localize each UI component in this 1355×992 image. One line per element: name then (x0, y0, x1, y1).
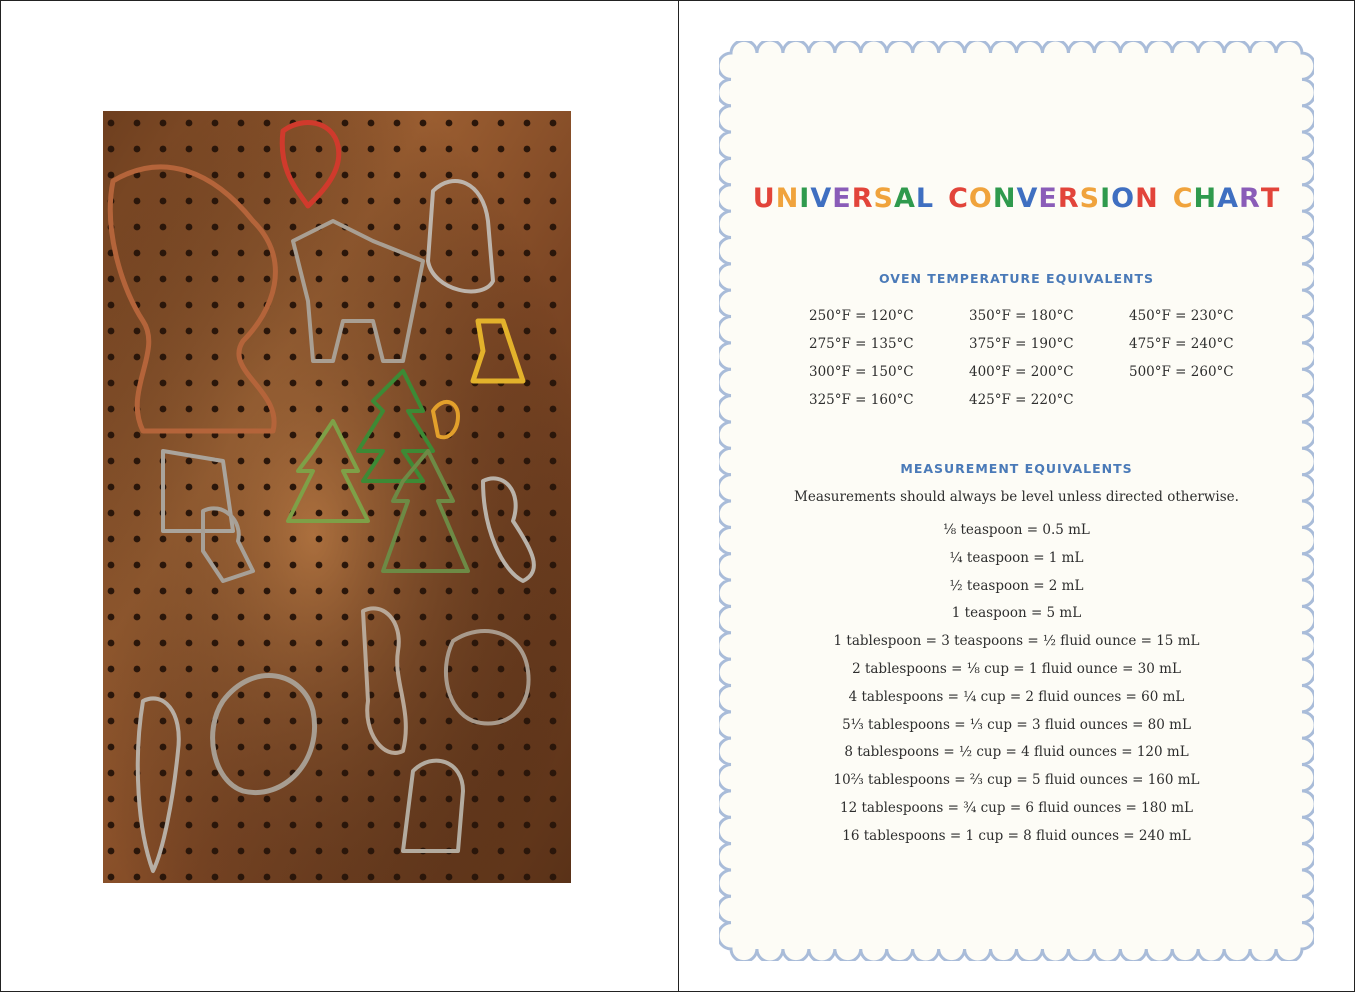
measurement-row: 2 tablespoons = ⅛ cup = 1 fluid ounce = 30 mL (852, 660, 1181, 677)
title-letter: R (851, 183, 874, 214)
measurement-row: 1 tablespoon = 3 teaspoons = ½ fluid ounce = 15 mL (833, 633, 1200, 650)
temp-cell: 325°F = 160°C (809, 392, 914, 408)
title-letter: V (810, 183, 833, 214)
title-letter: O (1111, 183, 1136, 214)
title-letter (1159, 183, 1173, 214)
title-letter: C (948, 183, 969, 214)
measurement-row: ¼ teaspoon = 1 mL (949, 549, 1084, 566)
title-letter (934, 183, 948, 214)
title-letter: V (1016, 183, 1039, 214)
title-letter: E (1038, 183, 1058, 214)
measurement-row: 12 tablespoons = ¾ cup = 6 fluid ounces = 180 mL (840, 799, 1193, 816)
measurement-row: 10⅔ tablespoons = ⅔ cup = 5 fluid ounces = 160 mL (833, 772, 1200, 789)
title-letter: I (799, 183, 811, 214)
title-letter: I (1100, 183, 1112, 214)
title-letter: O (968, 183, 993, 214)
temp-cell: 275°F = 135°C (809, 336, 914, 352)
measurement-row: 5⅓ tablespoons = ⅓ cup = 3 fluid ounces = 80 mL (842, 716, 1191, 733)
temp-cell (1129, 389, 1249, 411)
measurement-row: ½ teaspoon = 2 mL (949, 577, 1084, 594)
title-letter: A (1217, 183, 1240, 214)
measurement-list (719, 517, 1314, 851)
temp-cell: 400°F = 200°C (969, 364, 1074, 380)
title-letter: R (1057, 183, 1080, 214)
title-letter: N (992, 183, 1017, 214)
title-letter: L (915, 183, 935, 214)
chart-title (719, 183, 1314, 214)
temp-cell: 500°F = 260°C (1129, 364, 1234, 380)
title-letter: S (1079, 183, 1101, 214)
temp-cell: 300°F = 150°C (809, 364, 914, 380)
measurement-heading: MEASUREMENT EQUIVALENTS (900, 461, 1133, 476)
pegboard-image (103, 111, 571, 883)
title-letter: H (1193, 183, 1218, 214)
oven-temperature-table (809, 305, 1249, 411)
temp-cell: 450°F = 230°C (1129, 308, 1234, 324)
title-letter: C (1172, 183, 1194, 214)
title-letter: N (775, 183, 800, 214)
temp-cell: 250°F = 120°C (809, 308, 914, 324)
temp-cell: 475°F = 240°C (1129, 336, 1234, 352)
temp-cell: 350°F = 180°C (969, 308, 1074, 324)
measurement-row: ⅛ teaspoon = 0.5 mL (943, 522, 1090, 538)
measurement-row: 8 tablespoons = ½ cup = 4 fluid ounces = 120 mL (844, 744, 1189, 761)
title-letter: E (832, 183, 852, 214)
title-letter: U (752, 183, 776, 214)
cookie-cutter-photo (103, 111, 571, 883)
oven-heading: OVEN TEMPERATURE EQUIVALENTS (878, 271, 1154, 286)
title-letter: T (1260, 183, 1281, 214)
measurement-note: Measurements should always be level unless directed otherwise. (794, 489, 1239, 505)
temp-cell: 375°F = 190°C (969, 336, 1074, 352)
temp-cell: 425°F = 220°C (969, 392, 1074, 408)
measurement-row: 4 tablespoons = ¼ cup = 2 fluid ounces = 60 mL (848, 688, 1185, 705)
title-letter: S (873, 183, 894, 214)
title-letter: A (893, 183, 916, 214)
conversion-card (719, 41, 1314, 961)
measurement-row: 16 tablespoons = 1 cup = 8 fluid ounces = 240 mL (842, 827, 1191, 844)
title-letter: R (1239, 183, 1261, 214)
page-gutter (678, 1, 679, 991)
title-letter: N (1135, 183, 1159, 214)
measurement-row: 1 teaspoon = 5 mL (951, 605, 1082, 622)
